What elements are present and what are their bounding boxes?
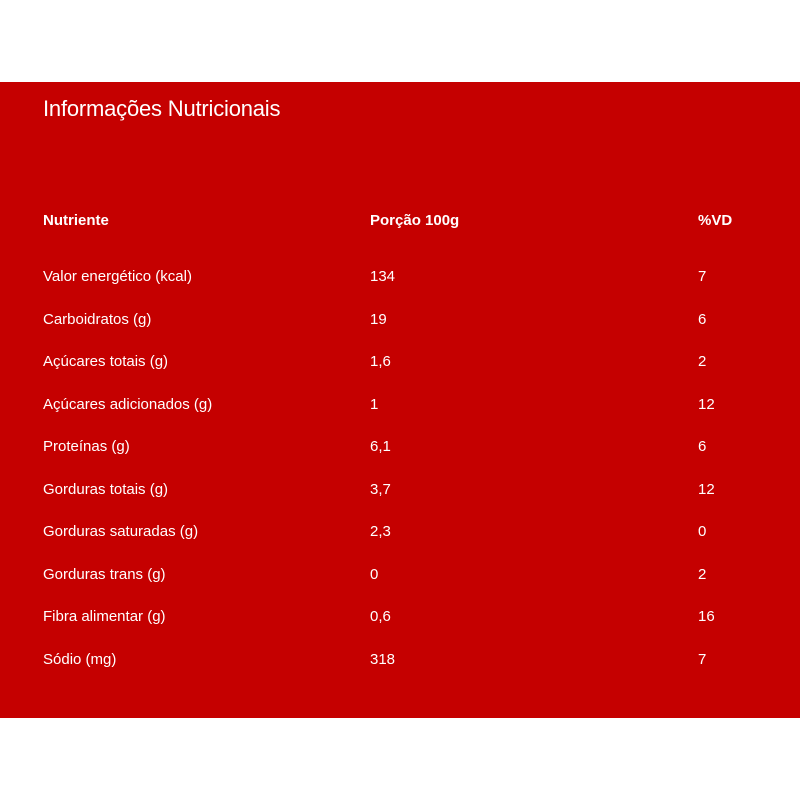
- dv-value: 2: [698, 565, 707, 583]
- dv-value: 12: [698, 395, 715, 413]
- table-row: [43, 473, 763, 516]
- dv-value: 6: [698, 310, 707, 328]
- table-row: [43, 260, 763, 303]
- nutrient-name: Proteínas (g): [43, 438, 130, 455]
- portion-value: 318: [370, 650, 396, 668]
- table-row: [43, 643, 763, 686]
- dv-value: 12: [698, 480, 715, 498]
- nutrient-name: Carboidratos (g): [43, 310, 152, 328]
- nutrient-name: Valor energético (kcal): [43, 268, 192, 285]
- portion-value: 0,6: [370, 608, 391, 625]
- page-title: Informações Nutricionais: [43, 96, 281, 121]
- nutrient-name: Açúcares totais (g): [43, 353, 169, 370]
- dv-value: 6: [698, 438, 707, 455]
- dv-value: 7: [698, 268, 707, 285]
- nutrition-table: [43, 204, 763, 685]
- nutrient-name: Gorduras totais (g): [43, 480, 169, 498]
- dv-value: 0: [698, 523, 707, 540]
- header-dv: %VD: [698, 212, 733, 229]
- table-header-row: [43, 204, 763, 260]
- portion-value: 0: [370, 565, 379, 583]
- portion-value: 3,7: [370, 480, 391, 498]
- dv-value: 2: [698, 353, 707, 370]
- nutrient-name: Açúcares adicionados (g): [43, 395, 213, 413]
- table-row: [43, 558, 763, 601]
- table-row: [43, 303, 763, 346]
- nutrient-name: Gorduras saturadas (g): [43, 523, 199, 540]
- nutrient-name: Sódio (mg): [43, 650, 117, 668]
- dv-value: 7: [698, 650, 707, 668]
- header-nutrient: Nutriente: [43, 212, 109, 229]
- table-row: [43, 345, 763, 388]
- dv-value: 16: [698, 608, 715, 625]
- table-row: [43, 388, 763, 431]
- portion-value: 2,3: [370, 523, 391, 540]
- header-portion: Porção 100g: [370, 212, 460, 229]
- portion-value: 1,6: [370, 353, 391, 370]
- portion-value: 19: [370, 310, 387, 328]
- table-row: [43, 600, 763, 643]
- table-row: [43, 430, 763, 473]
- portion-value: 134: [370, 268, 396, 285]
- portion-value: 6,1: [370, 438, 391, 455]
- table-row: [43, 515, 763, 558]
- nutrient-name: Gorduras trans (g): [43, 565, 166, 583]
- nutrition-panel: [0, 82, 800, 718]
- nutrient-name: Fibra alimentar (g): [43, 608, 166, 625]
- portion-value: 1: [370, 395, 379, 413]
